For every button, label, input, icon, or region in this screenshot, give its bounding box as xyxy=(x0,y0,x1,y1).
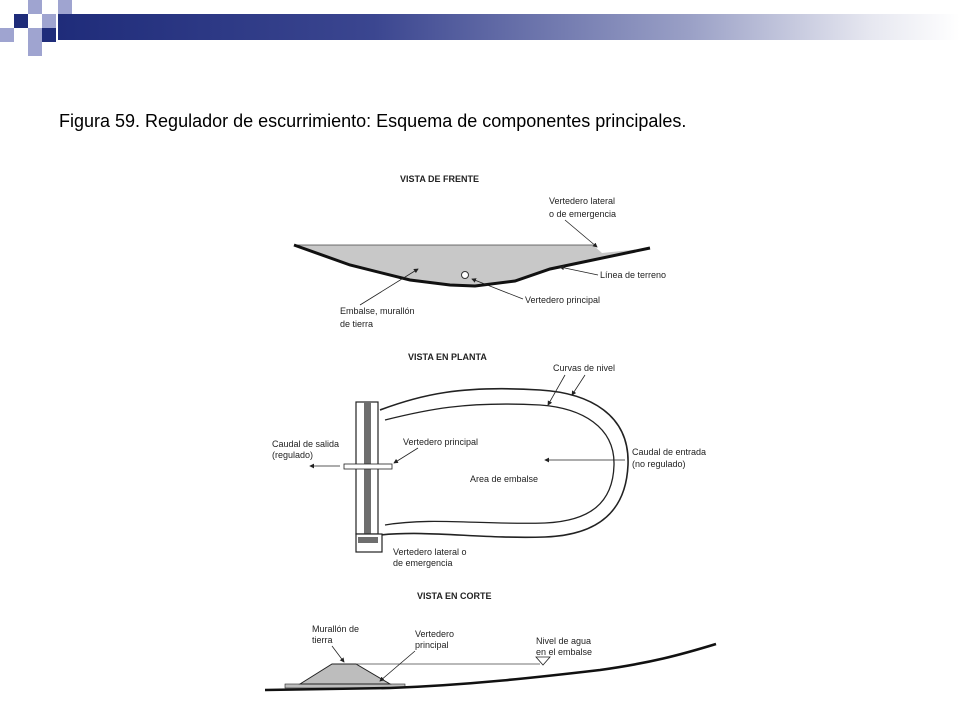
plan-lateral-label-1: Vertedero lateral o xyxy=(393,547,467,557)
inflow-label-1: Caudal de entrada xyxy=(632,447,707,457)
embankment-section xyxy=(300,664,390,684)
ground-arrow xyxy=(560,267,598,275)
front-lateral-label-1: Vertedero lateral xyxy=(549,196,616,206)
lavender-square xyxy=(58,0,72,14)
section-spillway-label-1: Vertedero xyxy=(415,629,455,639)
front-dam-label-1: Embalse, murallón xyxy=(340,306,415,316)
ground-line-label: Línea de terreno xyxy=(600,270,667,280)
front-main-spillway-label: Vertedero principal xyxy=(525,295,601,305)
lavender-square xyxy=(0,28,14,42)
main-spillway-pipe-front xyxy=(462,272,469,279)
lavender-square xyxy=(28,0,42,14)
reservoir-area-label: Area de embalse xyxy=(470,474,539,484)
lavender-square xyxy=(42,14,56,28)
section-spillway-arrow xyxy=(380,651,415,681)
section-spillway-label-2: principal xyxy=(415,640,449,650)
plan-lateral-label-2: de emergencia xyxy=(393,558,453,568)
lateral-spillway-channel xyxy=(358,537,378,543)
contour-arrow-1 xyxy=(548,375,565,405)
header-gradient-bar xyxy=(58,14,960,40)
embankment-label-1: Murallón de xyxy=(312,624,360,634)
figure-caption: Figura 59. Regulador de escurrimiento: Esquema de componentes principales. xyxy=(59,111,687,131)
outflow-label-1: Caudal de salida xyxy=(272,439,340,449)
main-spillway-plan xyxy=(344,464,392,469)
embankment-arrow xyxy=(332,646,344,662)
plan-view-title: VISTA EN PLANTA xyxy=(408,352,487,362)
section-view-title: VISTA EN CORTE xyxy=(417,591,492,601)
navy-square xyxy=(14,14,28,28)
contour-inner xyxy=(385,404,614,525)
contour-outer xyxy=(380,389,628,538)
navy-square xyxy=(42,28,56,42)
lateral-arrow xyxy=(565,220,597,247)
front-view-title: VISTA DE FRENTE xyxy=(400,174,480,184)
front-dam-label-2: de tierra xyxy=(340,319,374,329)
inflow-label-2: (no regulado) xyxy=(632,459,686,469)
water-level-label-2: en el embalse xyxy=(536,647,593,657)
front-lateral-label-2: o de emergencia xyxy=(549,209,617,219)
outflow-label-2: (regulado) xyxy=(272,450,314,460)
lavender-square xyxy=(28,42,42,56)
embankment-label-2: tierra xyxy=(312,635,333,645)
plan-spillway-arrow xyxy=(394,448,418,463)
water-level-label-1: Nivel de agua xyxy=(536,636,592,646)
lavender-square xyxy=(28,28,42,42)
plan-main-spillway-label: Vertedero principal xyxy=(403,437,479,447)
contour-arrow-2 xyxy=(572,375,585,395)
contours-label: Curvas de nivel xyxy=(553,363,616,373)
runoff-regulator-diagram xyxy=(260,165,730,700)
